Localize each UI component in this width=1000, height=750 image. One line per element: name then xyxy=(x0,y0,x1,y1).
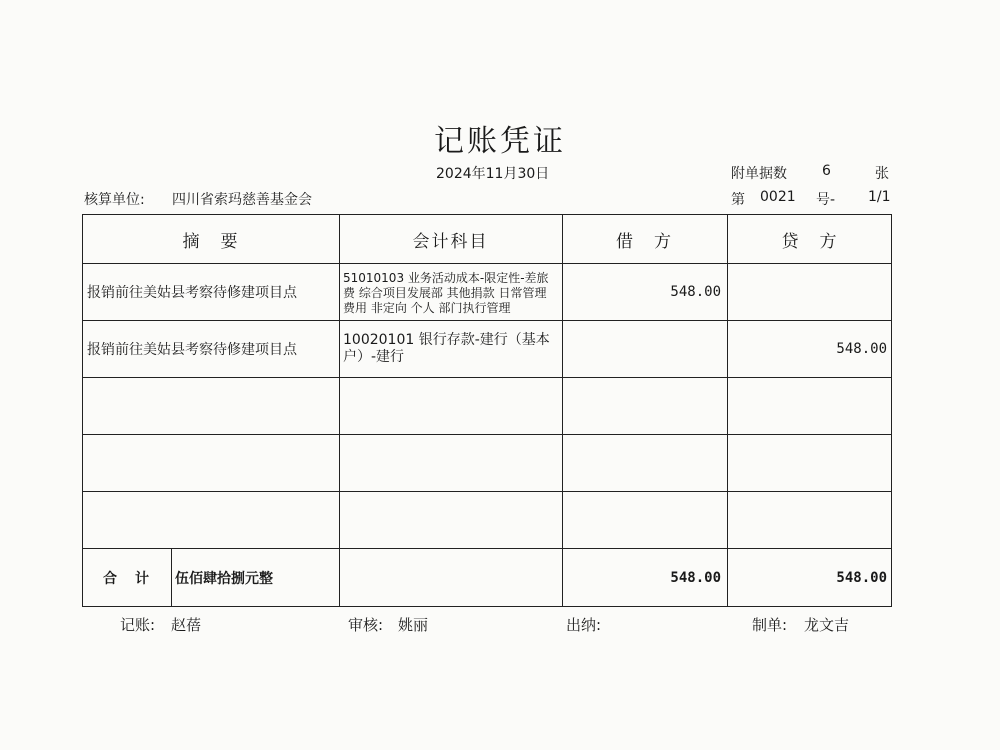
number-suffix: 号- xyxy=(816,192,836,208)
voucher-date: 2024年11月30日 xyxy=(436,166,550,182)
total-debit: 548.00 xyxy=(670,570,721,586)
preparer-label: 制单: xyxy=(752,616,788,634)
bookkeeper-label: 记账: xyxy=(120,616,156,634)
total-label: 合 计 xyxy=(103,571,151,587)
row-2-debit xyxy=(562,320,727,377)
header-account: 会计科目 xyxy=(412,231,489,252)
row-1-credit xyxy=(727,263,893,320)
row-divider xyxy=(83,491,891,492)
reviewer-label: 审核: xyxy=(348,616,384,634)
row-1-debit: 548.00 xyxy=(670,283,721,300)
attachments-count: 6 xyxy=(822,163,831,179)
header-summary: 摘 要 xyxy=(182,231,240,252)
row-divider xyxy=(83,377,891,378)
voucher-table xyxy=(82,214,892,607)
header-debit: 借 方 xyxy=(616,231,673,252)
cashier-label: 出纳: xyxy=(566,616,602,634)
row-1-summary: 报销前往美姑县考察待修建项目点 xyxy=(87,284,297,301)
preparer-name: 龙文吉 xyxy=(804,616,850,634)
unit-label: 核算单位: xyxy=(84,192,145,208)
total-credit: 548.00 xyxy=(836,570,887,586)
number-prefix: 第 xyxy=(731,192,745,208)
voucher-number: 0021 xyxy=(760,189,796,205)
row-2-account: 10020101 银行存款-建行（基本户）-建行 xyxy=(343,332,550,365)
page-indicator: 1/1 xyxy=(868,189,891,205)
bookkeeper-name: 赵蓓 xyxy=(171,616,202,634)
row-2-summary: 报销前往美姑县考察待修建项目点 xyxy=(87,341,297,358)
attachments-unit: 张 xyxy=(875,166,889,182)
attachments-label: 附单据数 xyxy=(731,166,787,182)
total-label-divider xyxy=(171,548,172,606)
voucher-title: 记账凭证 xyxy=(434,124,566,159)
row-2-credit: 548.00 xyxy=(836,340,887,357)
header-credit: 贷 方 xyxy=(781,231,839,252)
row-divider xyxy=(83,434,891,435)
row-1-account: 51010103 业务活动成本-限定性-差旅费 综合项目发展部 其他捐款 日常管理费用 非定向 个人 部门执行管理 xyxy=(343,271,549,315)
reviewer-name: 姚丽 xyxy=(398,616,429,634)
total-amount-words: 伍佰肆拾捌元整 xyxy=(175,571,273,587)
unit-name: 四川省索玛慈善基金会 xyxy=(172,192,312,208)
